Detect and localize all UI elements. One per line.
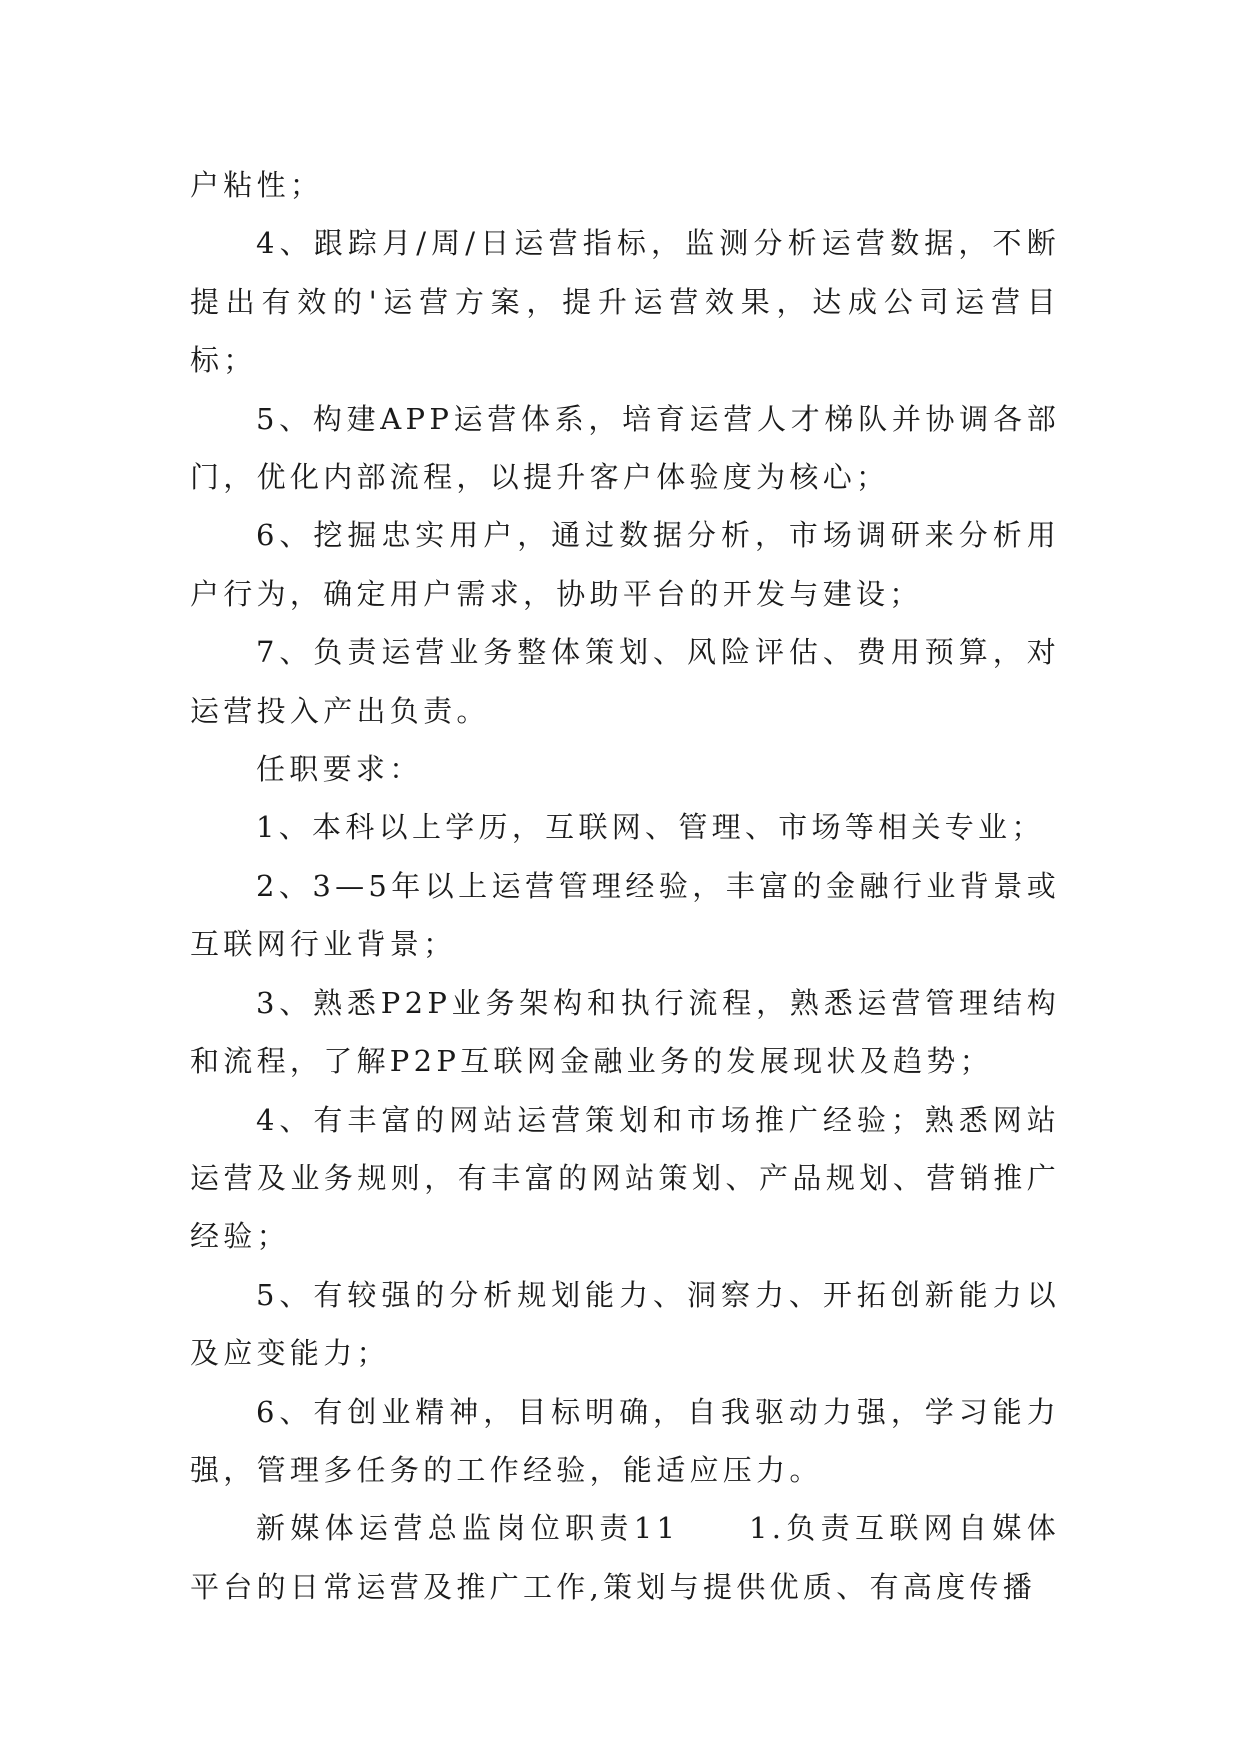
paragraph-duty-6: 6、挖掘忠实用户，通过数据分析，市场调研来分析用户行为，确定用户需求，协助平台的开发与建设； bbox=[190, 518, 1060, 611]
paragraph-section-11: 新媒体运营总监岗位职责11 1.负责互联网自媒体平台的日常运营及推广工作,策划与提供优质、有高度传播 bbox=[190, 1511, 1060, 1604]
paragraph-requirement-2: 2、3—5年以上运营管理经验，丰富的金融行业背景或互联网行业背景； bbox=[190, 868, 1060, 962]
paragraph-continuation: 户粘性； bbox=[190, 168, 324, 202]
paragraph-requirement-4: 4、有丰富的网站运营策划和市场推广经验；熟悉网站运营及业务规则，有丰富的网站策划、产品规划、营销推广经验； bbox=[190, 1102, 1060, 1254]
paragraph-duty-5: 5、构建APP运营体系，培育运营人才梯队并协调各部门，优化内部流程，以提升客户体验度为核心； bbox=[190, 401, 1060, 495]
paragraph-requirement-3: 3、熟悉P2P业务架构和执行流程，熟悉运营管理结构和流程，了解P2P互联网金融业务的发展现状及趋势； bbox=[190, 985, 1060, 1079]
paragraph-duty-4: 4、跟踪月/周/日运营指标，监测分析运营数据，不断提出有效的'运营方案，提升运营效果，达成公司运营目标； bbox=[190, 226, 1060, 378]
section-heading-requirements: 任职要求： bbox=[256, 752, 423, 787]
document-body bbox=[190, 156, 1060, 1616]
paragraph-requirement-6: 6、有创业精神，目标明确，自我驱动力强，学习能力强，管理多任务的工作经验，能适应压力。 bbox=[190, 1394, 1060, 1487]
paragraph-duty-7: 7、负责运营业务整体策划、风险评估、费用预算，对运营投入产出负责。 bbox=[190, 635, 1060, 728]
paragraph-requirement-1: 1、本科以上学历，互联网、管理、市场等相关专业； bbox=[256, 810, 1045, 845]
paragraph-requirement-5: 5、有较强的分析规划能力、洞察力、开拓创新能力以及应变能力； bbox=[190, 1277, 1060, 1371]
